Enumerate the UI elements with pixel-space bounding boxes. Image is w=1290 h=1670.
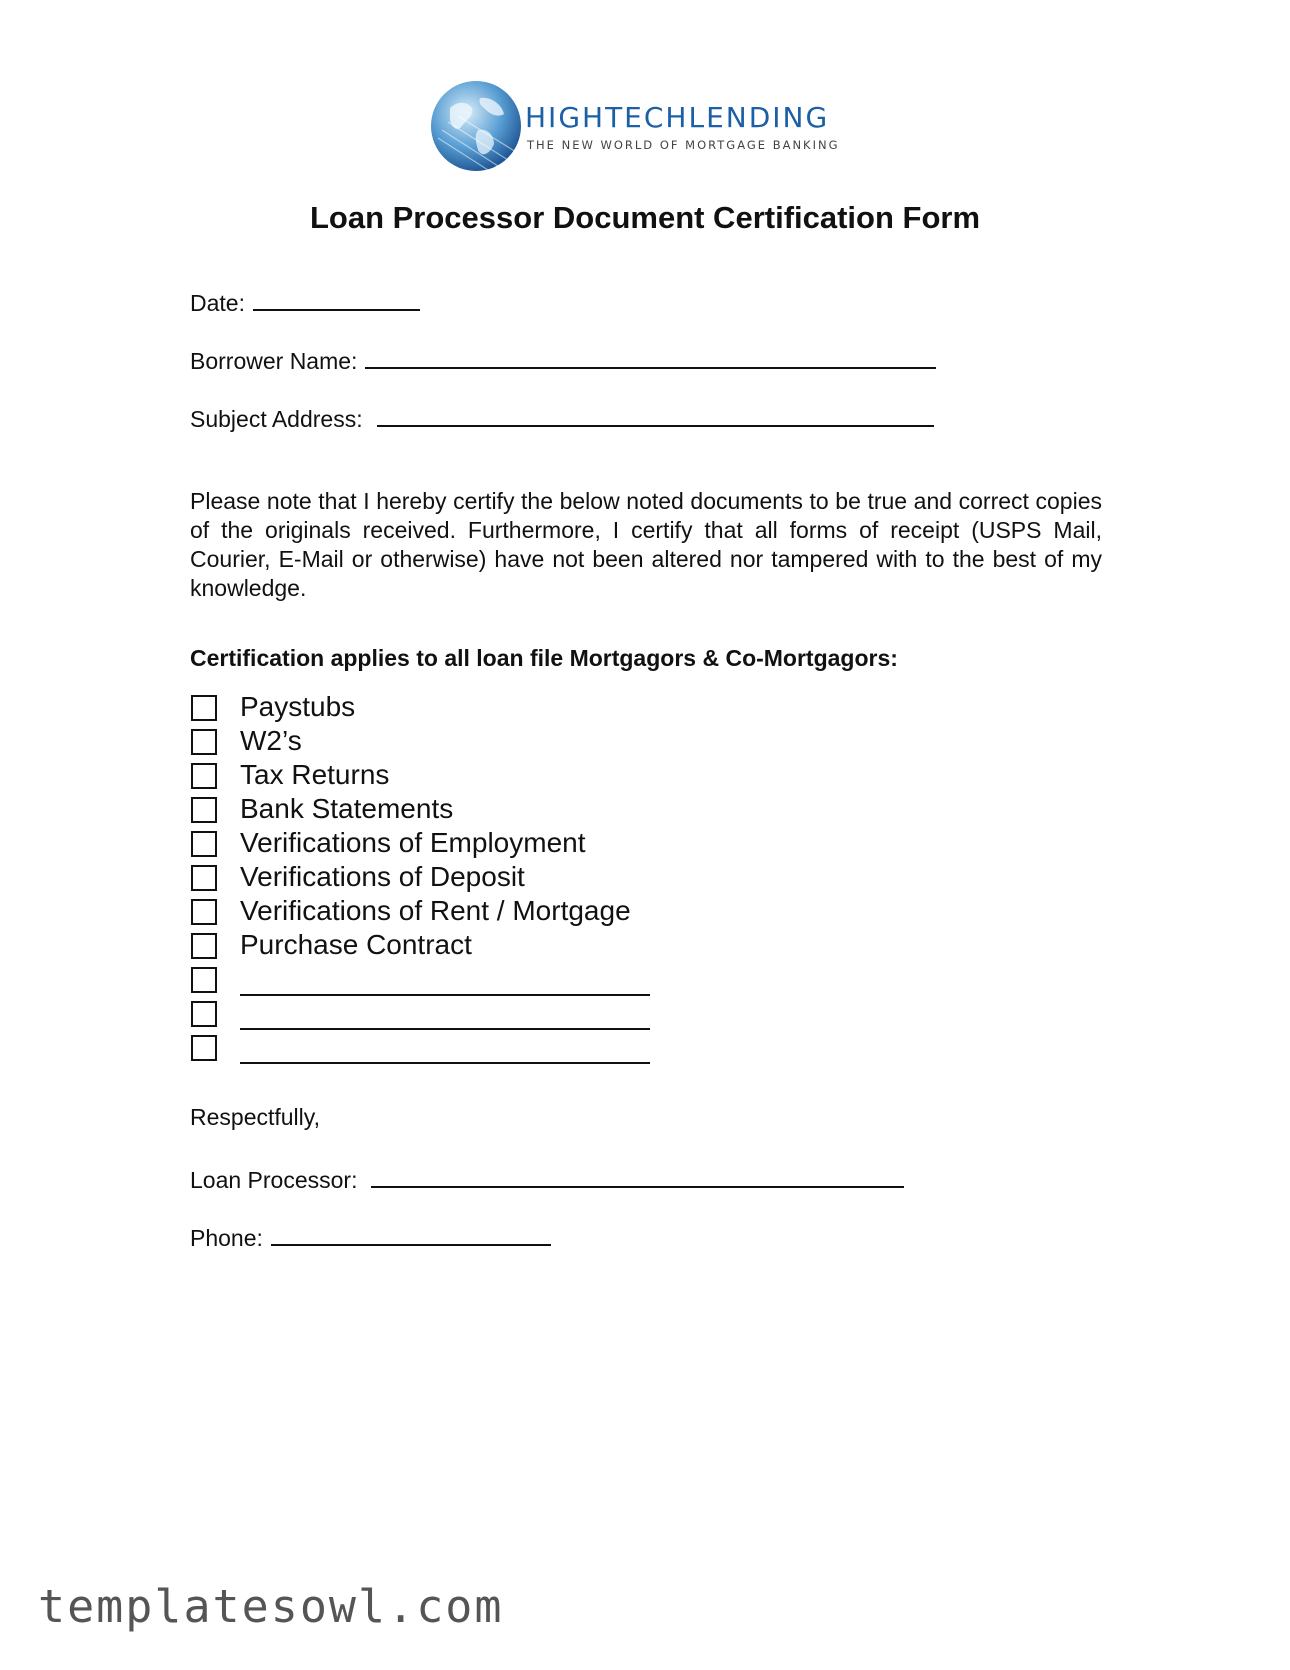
- checklist-label: Purchase Contract: [240, 929, 472, 960]
- checkbox[interactable]: [191, 865, 217, 891]
- checkbox[interactable]: [191, 1001, 217, 1027]
- phone-label: Phone:: [190, 1225, 263, 1251]
- checkbox[interactable]: [191, 899, 217, 925]
- certification-paragraph: Please note that I hereby certify the below noted documents to be true and correct copies of the originals received. Furthermore, I certify that all forms of receipt (USPS Mail, Courier, E-Mail or otherwise) have not been altered nor tampered with to the best of my knowledge.: [190, 488, 1102, 601]
- checklist-label: Verifications of Employment: [240, 827, 586, 858]
- blank-entry-line[interactable]: [240, 1028, 650, 1030]
- processor-label: Loan Processor:: [190, 1167, 358, 1193]
- processor-input-line[interactable]: [371, 1164, 904, 1188]
- processor-field: [190, 1164, 904, 1192]
- logo-name: HIGHTECHLENDING: [525, 101, 830, 134]
- checklist-label: Verifications of Deposit: [240, 861, 525, 892]
- borrower-field: [190, 345, 936, 373]
- checkbox[interactable]: [191, 933, 217, 959]
- date-input-line[interactable]: [253, 287, 420, 311]
- page-title: Loan Processor Document Certification Form: [309, 200, 981, 235]
- checkbox[interactable]: [191, 763, 217, 789]
- address-field: [190, 403, 934, 431]
- checkbox[interactable]: [191, 967, 217, 993]
- date-label: Date:: [190, 290, 245, 316]
- checkbox[interactable]: [191, 729, 217, 755]
- checklist-label: Bank Statements: [240, 793, 454, 824]
- checklist-label: Verifications of Rent / Mortgage: [240, 895, 631, 926]
- company-logo: [428, 78, 868, 174]
- checkbox[interactable]: [191, 695, 217, 721]
- watermark: templatesowl.com: [38, 1580, 504, 1633]
- logo-tagline: THE NEW WORLD OF MORTGAGE BANKING: [527, 138, 840, 152]
- phone-input-line[interactable]: [271, 1222, 551, 1246]
- blank-entry-line[interactable]: [240, 1062, 650, 1064]
- blank-entry-line[interactable]: [240, 994, 650, 996]
- globe-icon: [428, 78, 524, 174]
- address-label: Subject Address:: [190, 406, 363, 432]
- phone-field: [190, 1222, 551, 1250]
- checkbox[interactable]: [191, 1035, 217, 1061]
- date-field: [190, 287, 420, 315]
- checkbox[interactable]: [191, 831, 217, 857]
- borrower-label: Borrower Name:: [190, 348, 358, 374]
- certification-heading: Certification applies to all loan file Mortgagors & Co-Mortgagors:: [190, 645, 898, 671]
- closing: Respectfully,: [190, 1104, 320, 1130]
- address-input-line[interactable]: [377, 403, 934, 427]
- borrower-input-line[interactable]: [365, 345, 936, 369]
- checklist-label: Tax Returns: [240, 759, 390, 790]
- checkbox[interactable]: [191, 797, 217, 823]
- checklist-label: W2’s: [240, 725, 302, 756]
- checklist-label: Paystubs: [240, 691, 356, 722]
